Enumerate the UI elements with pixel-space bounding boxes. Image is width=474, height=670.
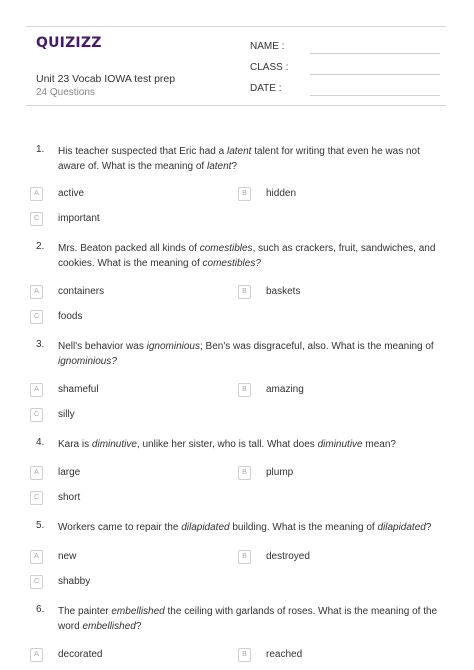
name-label: NAME :	[250, 41, 285, 52]
question-number: 3.	[36, 339, 45, 350]
question-number: 1.	[36, 144, 45, 155]
option-letter-box: A	[30, 383, 43, 397]
option-letter-box: B	[238, 550, 251, 564]
option-text: amazing	[266, 384, 304, 395]
worksheet-header	[26, 26, 446, 106]
date-label: DATE :	[250, 83, 282, 94]
option-text: active	[58, 188, 85, 199]
question-text: Mrs. Beaton packed all kinds of comestibles, such as crackers, fruit, sandwiches, and cookies. What is the meaning of comestibles?	[58, 243, 436, 269]
option-letter-box: B	[238, 466, 251, 480]
class-line	[310, 74, 440, 75]
question-text: Workers came to repair the dilapidated building. What is the meaning of dilapidated?	[58, 522, 432, 533]
option-letter-box: C	[30, 575, 43, 589]
option-text: foods	[58, 311, 83, 322]
quizizz-logo: QUIZIZZ	[36, 35, 102, 51]
option-letter-box: B	[238, 648, 251, 662]
option-text: containers	[58, 286, 105, 297]
option-letter-box: C	[30, 408, 43, 422]
option-text: important	[58, 213, 100, 224]
option-text: shabby	[58, 576, 91, 587]
name-field[interactable]	[250, 41, 440, 55]
option-text: shameful	[58, 384, 99, 395]
option-letter-box: C	[30, 491, 43, 505]
option-letter-box: B	[238, 383, 251, 397]
option-letter-box: A	[30, 648, 43, 662]
option-text: reached	[266, 649, 303, 660]
option-letter-box: A	[30, 187, 43, 201]
option-text: new	[58, 551, 77, 562]
question-text: Kara is diminutive, unlike her sister, who is tall. What does diminutive mean?	[58, 439, 396, 450]
class-field[interactable]	[250, 62, 440, 76]
question-text: The painter embellished the ceiling with garlands of roses. What is the meaning of the word embellished?	[58, 606, 438, 632]
option-letter-box: B	[238, 285, 251, 299]
option-letter-box: A	[30, 285, 43, 299]
name-line	[310, 53, 440, 54]
question-number: 6.	[36, 604, 45, 615]
option-text: decorated	[58, 649, 103, 660]
option-letter-box: C	[30, 310, 43, 324]
question-number: 2.	[36, 241, 45, 252]
option-text: silly	[58, 409, 75, 420]
question-text: His teacher suspected that Eric had a latent talent for writing that even he was not aware of. What is the meaning of latent?	[58, 146, 420, 172]
option-letter-box: A	[30, 550, 43, 564]
question-text: Nell's behavior was ignominious; Ben's was disgraceful, also. What is the meaning of ignominious?	[58, 341, 434, 367]
option-text: hidden	[266, 188, 297, 199]
date-field[interactable]	[250, 83, 440, 97]
class-label: CLASS :	[250, 62, 289, 73]
option-text: destroyed	[266, 551, 310, 562]
option-letter-box: B	[238, 187, 251, 201]
date-line	[310, 95, 440, 96]
option-text: baskets	[266, 286, 301, 297]
option-text: large	[58, 467, 81, 478]
worksheet-title: Unit 23 Vocab IOWA test prep	[36, 73, 176, 85]
option-text: short	[58, 492, 81, 503]
option-text: plump	[266, 467, 294, 478]
question-number: 4.	[36, 437, 45, 448]
option-letter-box: A	[30, 466, 43, 480]
question-number: 5.	[36, 520, 45, 531]
question-count: 24 Questions	[36, 87, 95, 98]
option-letter-box: C	[30, 212, 43, 226]
